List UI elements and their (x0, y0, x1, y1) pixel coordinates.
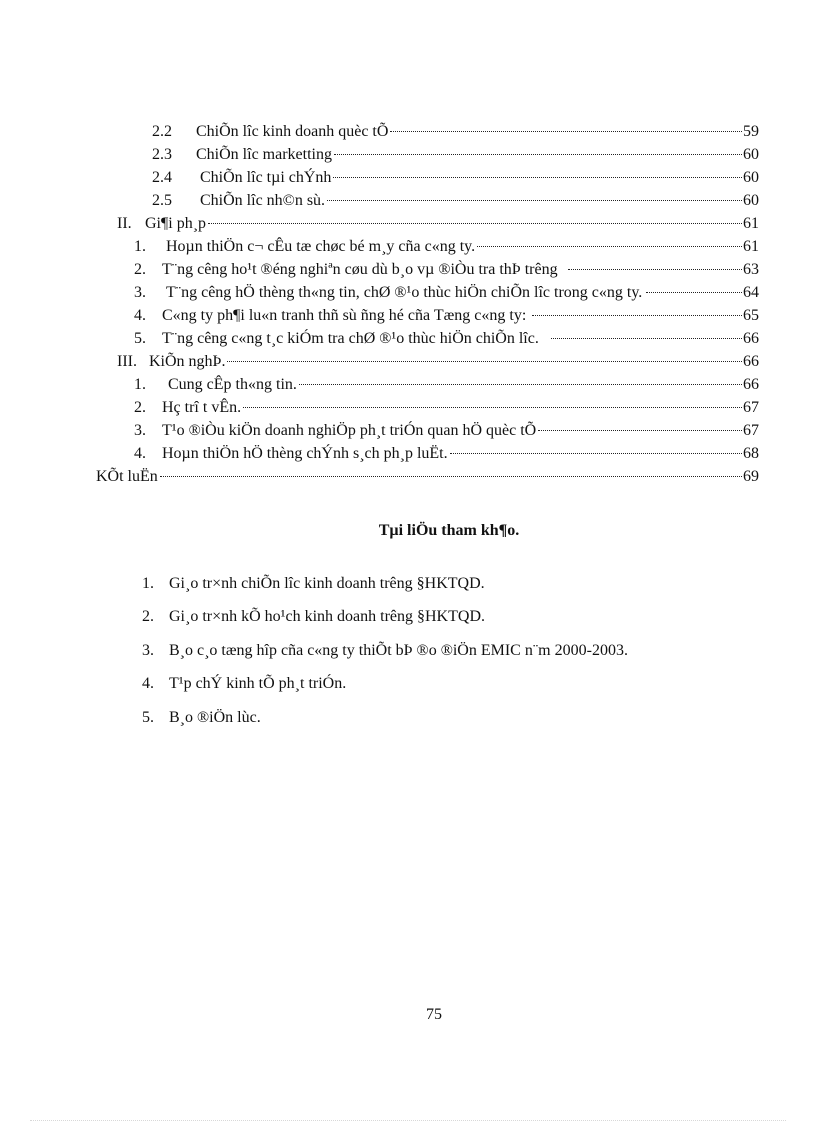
dot-leader (532, 315, 742, 316)
toc-label: ChiÕn lîc marketting (196, 146, 332, 163)
toc-number: 4. (134, 445, 146, 462)
toc-page: 60 (743, 169, 759, 186)
toc-page: 59 (743, 123, 759, 140)
toc-entry (152, 120, 759, 143)
toc-number: 1. (134, 238, 146, 255)
toc-label: ChiÕn lîc nh©n sù. (200, 192, 326, 209)
toc-number: 2. (134, 261, 146, 278)
toc-page: 63 (743, 261, 759, 278)
toc-page: 66 (743, 353, 759, 370)
toc-number: 4. (134, 307, 146, 324)
dot-leader (208, 223, 742, 224)
dot-leader (390, 131, 742, 132)
toc-entry (134, 373, 759, 396)
reference-item (142, 709, 261, 727)
toc-page: 67 (743, 422, 759, 439)
toc-label: KÕt luËn (96, 468, 158, 485)
toc-label: Cung cÊp th«ng tin. (168, 376, 297, 393)
reference-text: Gi¸o tr×nh chiÕn lîc kinh doanh trêng §HKTQD. (169, 575, 485, 592)
toc-page: 60 (743, 146, 759, 163)
dot-leader (538, 430, 742, 431)
toc-label: T¨ng cêng c«ng t¸c kiÓm tra chØ ®¹o thùc hiÖn chiÕn lîc. (162, 330, 539, 347)
toc-label: Hç trî t vÊn. (162, 399, 242, 416)
toc-number: 3. (134, 422, 146, 439)
reference-item (142, 675, 346, 693)
toc-entry (152, 143, 759, 166)
toc-number: 5. (134, 330, 146, 347)
dot-leader (568, 269, 742, 270)
toc-label: C«ng ty ph¶i lu«n tranh thñ sù ñng hé cña Tæng c«ng ty: (162, 307, 527, 324)
dot-leader (477, 246, 742, 247)
dot-leader (327, 200, 742, 201)
toc-entry (134, 258, 759, 281)
toc-page: 64 (743, 284, 759, 301)
toc-number: 2. (134, 399, 146, 416)
toc-entry (152, 166, 759, 189)
dot-leader (243, 407, 742, 408)
toc-label: Hoµn thiÖn c¬ cÊu tæ chøc bé m¸y cña c«ng ty. (166, 238, 476, 255)
toc-entry (117, 350, 759, 373)
toc-entry (117, 212, 759, 235)
reference-item (142, 608, 485, 626)
toc-page: 69 (743, 468, 759, 485)
reference-number: 5. (142, 709, 154, 726)
reference-text: B¸o c¸o tæng hîp cña c«ng ty thiÕt bÞ ®o ®iÖn EMIC n¨m 2000-2003. (169, 642, 628, 659)
reference-text: T¹p chÝ kinh tÕ ph¸t triÓn. (169, 675, 347, 692)
reference-number: 4. (142, 675, 154, 692)
toc-page: 61 (743, 215, 759, 232)
toc-label: T¹o ®iÒu kiÖn doanh nghiÖp ph¸t triÓn quan hÖ quèc tÕ (162, 422, 537, 439)
reference-text: Gi¸o tr×nh kÕ ho¹ch kinh doanh trêng §HKTQD. (169, 608, 485, 625)
dot-leader (299, 384, 742, 385)
toc-label: Hoµn thiÖn hÖ thèng chÝnh s¸ch ph¸p luËt. (162, 445, 448, 462)
toc-label: KiÕn nghÞ. (149, 353, 226, 370)
dot-leader (334, 154, 742, 155)
toc-label: T¨ng cêng ho¹t ®éng nghiªn cøu dù b¸o vµ ®iÒu tra thÞ trêng (162, 261, 558, 278)
toc-entry (96, 465, 759, 488)
toc-label: T¨ng cêng hÖ thèng th«ng tin, chØ ®¹o thùc hiÖn chiÕn lîc trong c«ng ty. (166, 284, 643, 301)
reference-number: 3. (142, 642, 154, 659)
toc-entry (152, 189, 759, 212)
toc-entry (134, 327, 759, 350)
toc-page: 60 (743, 192, 759, 209)
toc-entry (134, 281, 759, 304)
toc-entry (134, 419, 759, 442)
page-number: 75 (426, 1006, 442, 1023)
reference-number: 2. (142, 608, 154, 625)
dot-leader (227, 361, 742, 362)
dot-leader (160, 476, 742, 477)
toc-label: ChiÕn lîc tµi chÝnh (200, 169, 332, 186)
toc-page: 66 (743, 330, 759, 347)
dot-leader (551, 338, 742, 339)
toc-label: ChiÕn lîc kinh doanh quèc tÕ (196, 123, 389, 140)
reference-text: B¸o ®iÖn lùc. (169, 709, 261, 726)
toc-page: 67 (743, 399, 759, 416)
reference-item (142, 575, 485, 593)
toc-number: 2.4 (152, 169, 172, 186)
dot-leader (333, 177, 742, 178)
reference-item (142, 642, 628, 660)
toc-page: 68 (743, 445, 759, 462)
references-title: Tµi liÖu tham kh¶o. (378, 522, 520, 539)
toc-page: 61 (743, 238, 759, 255)
bottom-divider (30, 1120, 786, 1121)
dot-leader (646, 292, 742, 293)
toc-number: 3. (134, 284, 146, 301)
reference-number: 1. (142, 575, 154, 592)
toc-number: III. (117, 353, 137, 370)
toc-number: II. (117, 215, 132, 232)
toc-number: 2.3 (152, 146, 172, 163)
toc-number: 2.5 (152, 192, 172, 209)
toc-number: 1. (134, 376, 146, 393)
toc-number: 2.2 (152, 123, 172, 140)
toc-entry (134, 304, 759, 327)
toc-entry (134, 396, 759, 419)
toc-entry (134, 442, 759, 465)
toc-page: 66 (743, 376, 759, 393)
dot-leader (450, 453, 742, 454)
toc-label: Gi¶i ph¸p (145, 215, 207, 232)
toc-page: 65 (743, 307, 759, 324)
toc-entry (134, 235, 759, 258)
